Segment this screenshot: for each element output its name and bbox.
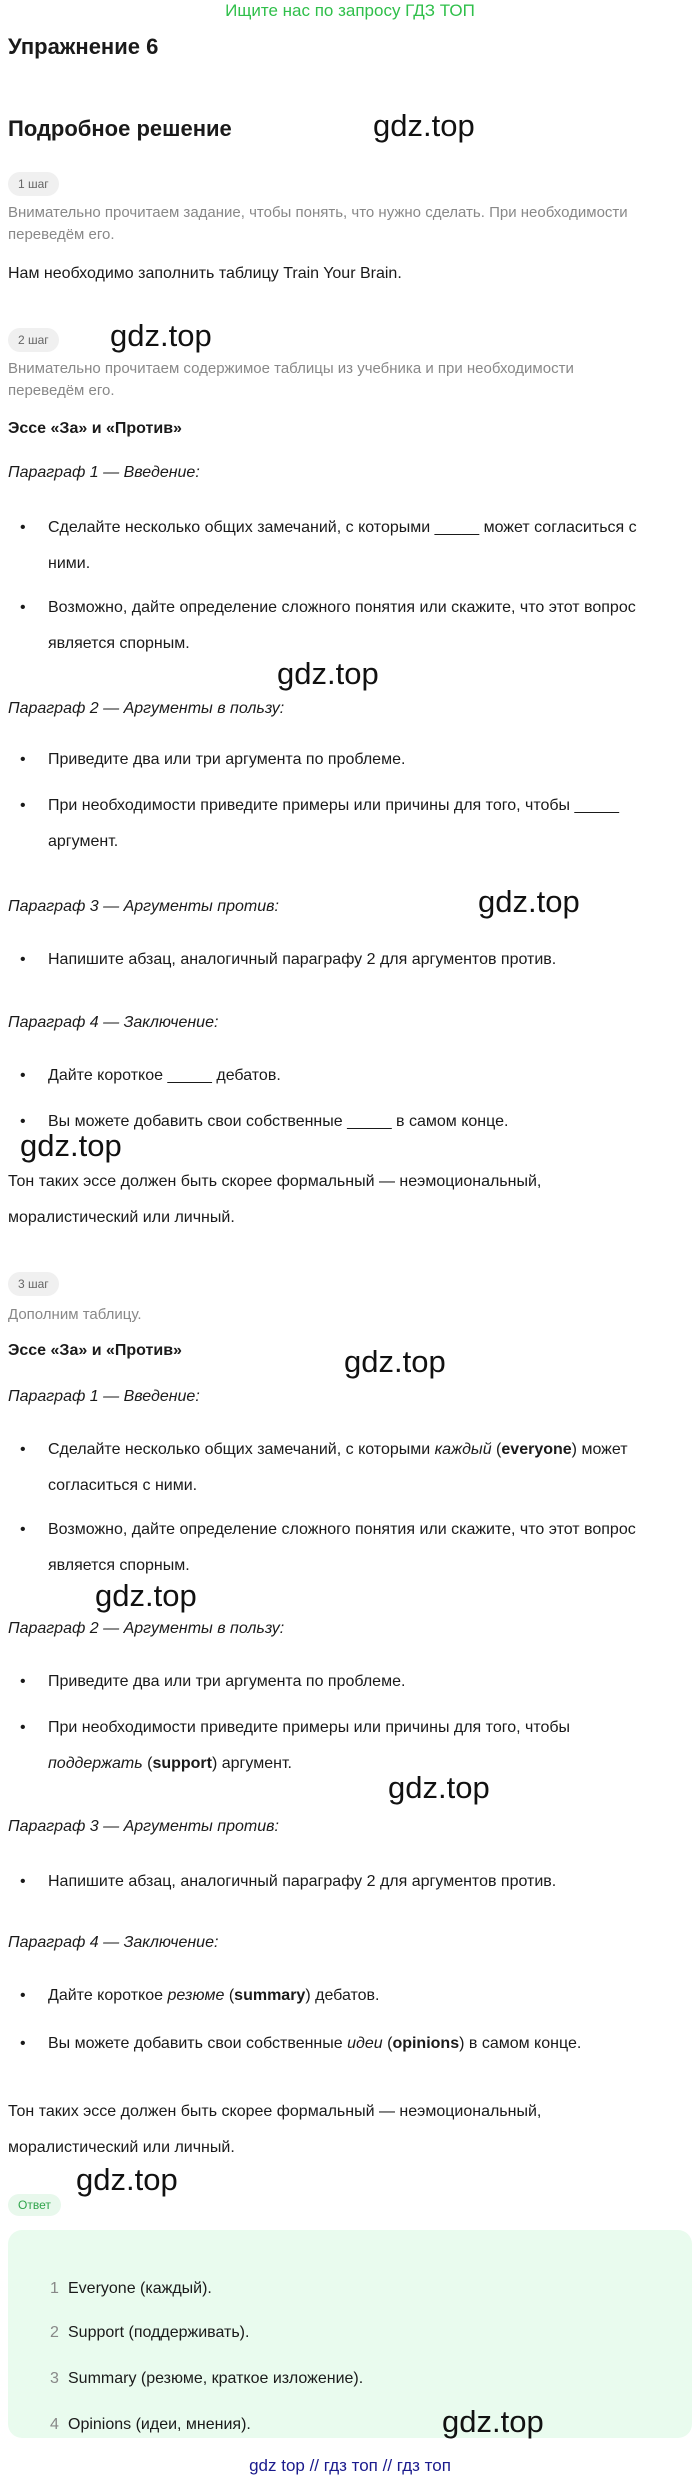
bullet-item: • Возможно, дайте определение сложного понятия или скажите, что этот вопрос является спорным. xyxy=(20,1521,636,1574)
watermark: gdz.top xyxy=(442,2404,544,2439)
answer-item: 3 Summary (резюме, краткое изложение). xyxy=(50,2370,364,2387)
bullet-item: • Напишите абзац, аналогичный параграфу 2 для аргументов против. xyxy=(20,951,557,968)
step-2-note: Внимательно прочитаем содержимое таблицы из учебника и при необходимости переведём его. xyxy=(8,360,574,399)
paragraph-1-heading: Параграф 1 — Введение: xyxy=(8,1388,200,1405)
step-3-note: Дополним таблицу. xyxy=(8,1306,142,1323)
answer-item: 1 Everyone (каждый). xyxy=(50,2280,212,2297)
bullet-item: • Сделайте несколько общих замечаний, с которыми _____ может согласиться с ними. xyxy=(20,519,637,572)
paragraph-3-heading: Параграф 3 — Аргументы против: xyxy=(8,1818,279,1835)
step-1-text: Нам необходимо заполнить таблицу Train Your Brain. xyxy=(8,265,402,282)
footer-links[interactable]: gdz top // гдз топ // гдз топ xyxy=(249,2456,451,2475)
solution-title: Подробное решение xyxy=(8,116,232,141)
watermark: gdz.top xyxy=(95,1578,197,1613)
bullet-item: • Дайте короткое _____ дебатов. xyxy=(20,1067,281,1084)
tone-text: Тон таких эссе должен быть скорее формальный — неэмоциональный, моралистический или личный. xyxy=(8,2103,542,2156)
paragraph-4-heading: Параграф 4 — Заключение: xyxy=(8,1934,219,1951)
essay-heading: Эссе «За» и «Против» xyxy=(8,420,182,437)
bullet-item: • Сделайте несколько общих замечаний, с которыми каждый (everyone) может согласиться с ними. xyxy=(20,1441,628,1494)
bullet-item: • При необходимости приведите примеры или причины для того, чтобы поддержать (support) аргумент. xyxy=(20,1719,571,1772)
bullet-item: • Напишите абзац, аналогичный параграфу 2 для аргументов против. xyxy=(20,1873,557,1890)
watermark: gdz.top xyxy=(76,2162,178,2197)
step-badge-1: 1 шаг xyxy=(8,172,59,196)
paragraph-2-heading: Параграф 2 — Аргументы в пользу: xyxy=(8,1620,285,1637)
watermark: gdz.top xyxy=(478,884,580,919)
bullet-item: • Возможно, дайте определение сложного понятия или скажите, что этот вопрос является спорным. xyxy=(20,599,636,652)
bullet-item: • Дайте короткое резюме (summary) дебатов. xyxy=(20,1987,380,2004)
watermark: gdz.top xyxy=(373,108,475,143)
tone-text: Тон таких эссе должен быть скорее формальный — неэмоциональный, моралистический или личный. xyxy=(8,1173,542,1226)
step-1-note: Внимательно прочитаем задание, чтобы понять, что нужно сделать. При необходимости переведём его. xyxy=(8,204,628,243)
step-badge-3: 3 шаг xyxy=(8,1272,59,1296)
answer-item: 2 Support (поддерживать). xyxy=(50,2324,250,2341)
bullet-item: • При необходимости приведите примеры или причины для того, чтобы _____ аргумент. xyxy=(20,797,619,850)
step-badge-2: 2 шаг xyxy=(8,328,59,352)
paragraph-3-heading: Параграф 3 — Аргументы против: xyxy=(8,898,279,915)
answer-badge: Ответ xyxy=(8,2194,61,2216)
watermark: gdz.top xyxy=(110,318,212,353)
search-hint-link[interactable]: Ищите нас по запросу ГДЗ ТОП xyxy=(225,1,475,20)
paragraph-2-heading: Параграф 2 — Аргументы в пользу: xyxy=(8,700,285,717)
bullet-item: • Вы можете добавить свои собственные идеи (opinions) в самом конце. xyxy=(20,2035,582,2052)
bullet-item: • Приведите два или три аргумента по проблеме. xyxy=(20,751,406,768)
paragraph-4-heading: Параграф 4 — Заключение: xyxy=(8,1014,219,1031)
exercise-title: Упражнение 6 xyxy=(8,34,159,59)
watermark: gdz.top xyxy=(20,1128,122,1163)
paragraph-1-heading: Параграф 1 — Введение: xyxy=(8,464,200,481)
watermark: gdz.top xyxy=(388,1770,490,1805)
watermark: gdz.top xyxy=(344,1344,446,1379)
bullet-item: • Вы можете добавить свои собственные _____ в самом конце. xyxy=(20,1113,509,1130)
watermark: gdz.top xyxy=(277,656,379,691)
bullet-item: • Приведите два или три аргумента по проблеме. xyxy=(20,1673,406,1690)
answer-item: 4 Opinions (идеи, мнения). xyxy=(50,2416,251,2433)
essay-heading: Эссе «За» и «Против» xyxy=(8,1342,182,1359)
